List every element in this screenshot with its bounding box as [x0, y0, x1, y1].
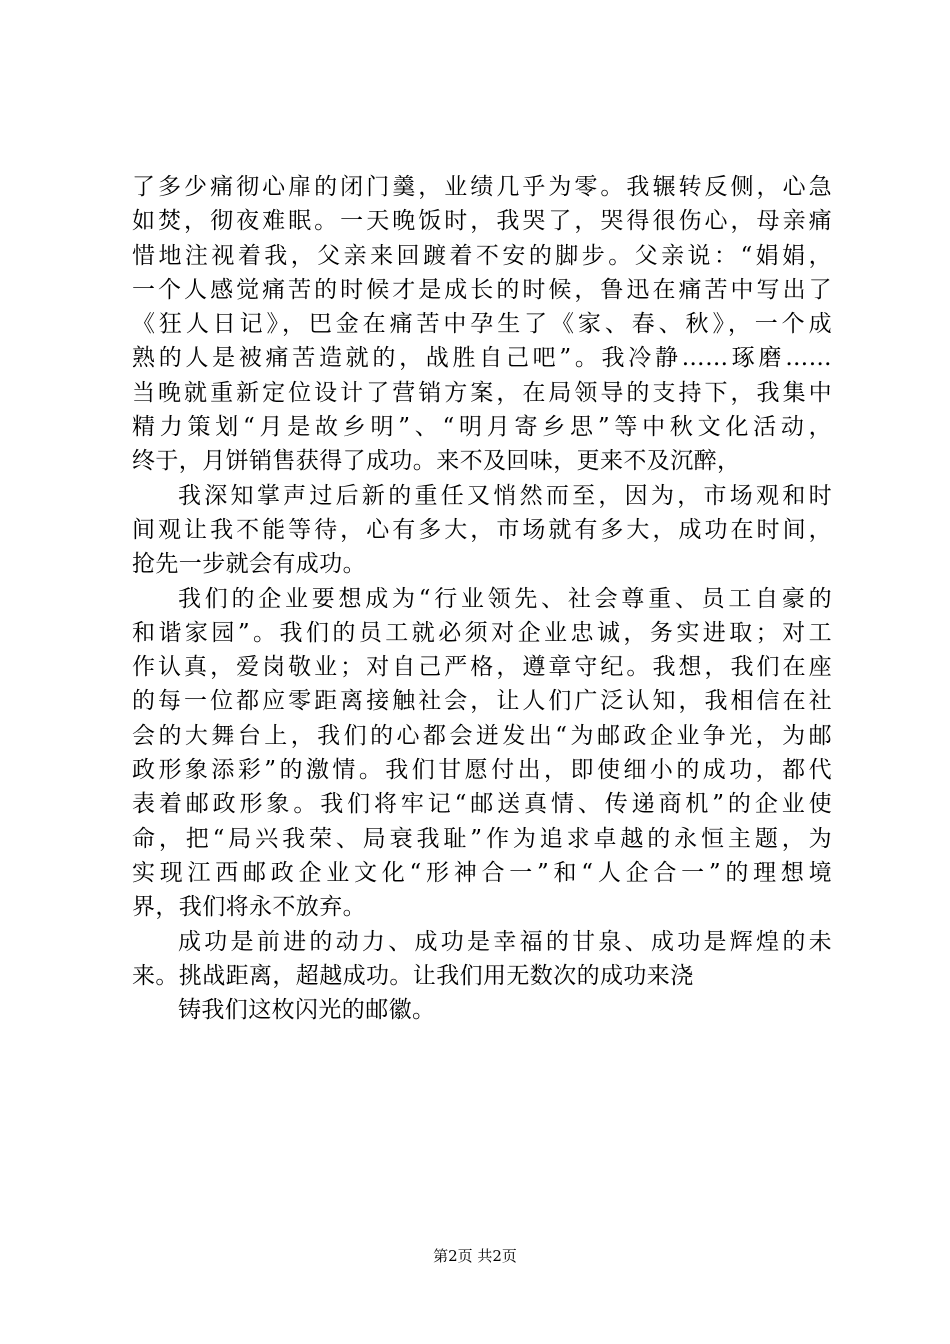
- text-line: 铸我们这枚闪光的邮徽。: [178, 997, 436, 1024]
- text-line: 精力策划“月是故乡明”、“明月寄乡思”等中秋文化活动，: [132, 414, 832, 441]
- text-line: 终于，月饼销售获得了成功。来不及回味，更来不及沉醉，: [132, 448, 741, 475]
- text-line: 成功是前进的动力、成功是幸福的甘泉、成功是辉煌的未: [178, 928, 832, 955]
- text-line: 如焚，彻夜难眠。一天晚饭时，我哭了，哭得很伤心，母亲痛: [132, 208, 832, 235]
- text-line: 和谐家园”。我们的员工就必须对企业忠诚，务实进取；对工: [132, 619, 832, 646]
- page-number-footer: 第2页 共2页: [433, 1247, 517, 1265]
- paragraph-5: [132, 993, 832, 1027]
- text-line: 惜地注视着我，父亲来回踱着不安的脚步。父亲说：“娟娟，: [132, 242, 832, 269]
- text-line: 抢先一步就会有成功。: [132, 551, 366, 578]
- text-line: 一个人感觉痛苦的时候才是成长的时候，鲁迅在痛苦中写出了: [132, 276, 832, 303]
- text-line: 表着邮政形象。我们将牢记“邮送真情、传递商机”的企业使: [132, 791, 832, 818]
- text-line: 的每一位都应零距离接触社会，让人们广泛认知，我相信在社: [132, 688, 832, 715]
- text-line: 来。挑战距离，超越成功。让我们用无数次的成功来浇: [132, 962, 694, 989]
- text-line: 我深知掌声过后新的重任又悄然而至，因为，市场观和时: [178, 482, 832, 509]
- text-line: 实现江西邮政企业文化“形神合一”和“人企合一”的理想境: [132, 859, 832, 886]
- paragraph-2: [132, 479, 832, 582]
- text-line: 了多少痛彻心扉的闭门羹，业绩几乎为零。我辗转反侧，心急: [132, 174, 832, 200]
- paragraph-3: [132, 582, 832, 925]
- text-line: 《狂人日记》，巴金在痛苦中孕生了《家、春、秋》，一个成: [132, 311, 832, 338]
- text-line: 命，把“局兴我荣、局衰我耻”作为追求卓越的永恒主题，为: [132, 825, 832, 852]
- text-line: 当晚就重新定位设计了营销方案，在局领导的支持下，我集中: [132, 379, 832, 406]
- text-line: 我们的企业要想成为“行业领先、社会尊重、员工自豪的: [178, 585, 832, 612]
- text-line: 政形象添彩”的激情。我们甘愿付出，即使细小的成功，都代: [132, 757, 832, 784]
- paragraph-1: [132, 170, 832, 479]
- paragraph-4: [132, 925, 832, 994]
- text-line: 间观让我不能等待，心有多大，市场就有多大，成功在时间，: [132, 516, 832, 543]
- text-line: 作认真，爱岗敬业；对自己严格，遵章守纪。我想，我们在座: [132, 654, 832, 681]
- text-line: 会的大舞台上，我们的心都会迸发出“为邮政企业争光，为邮: [132, 722, 832, 749]
- text-line: 界，我们将永不放弃。: [132, 894, 366, 921]
- document-body: [132, 170, 832, 1027]
- text-line: 熟的人是被痛苦造就的，战胜自己吧”。我冷静……琢磨……: [132, 345, 832, 372]
